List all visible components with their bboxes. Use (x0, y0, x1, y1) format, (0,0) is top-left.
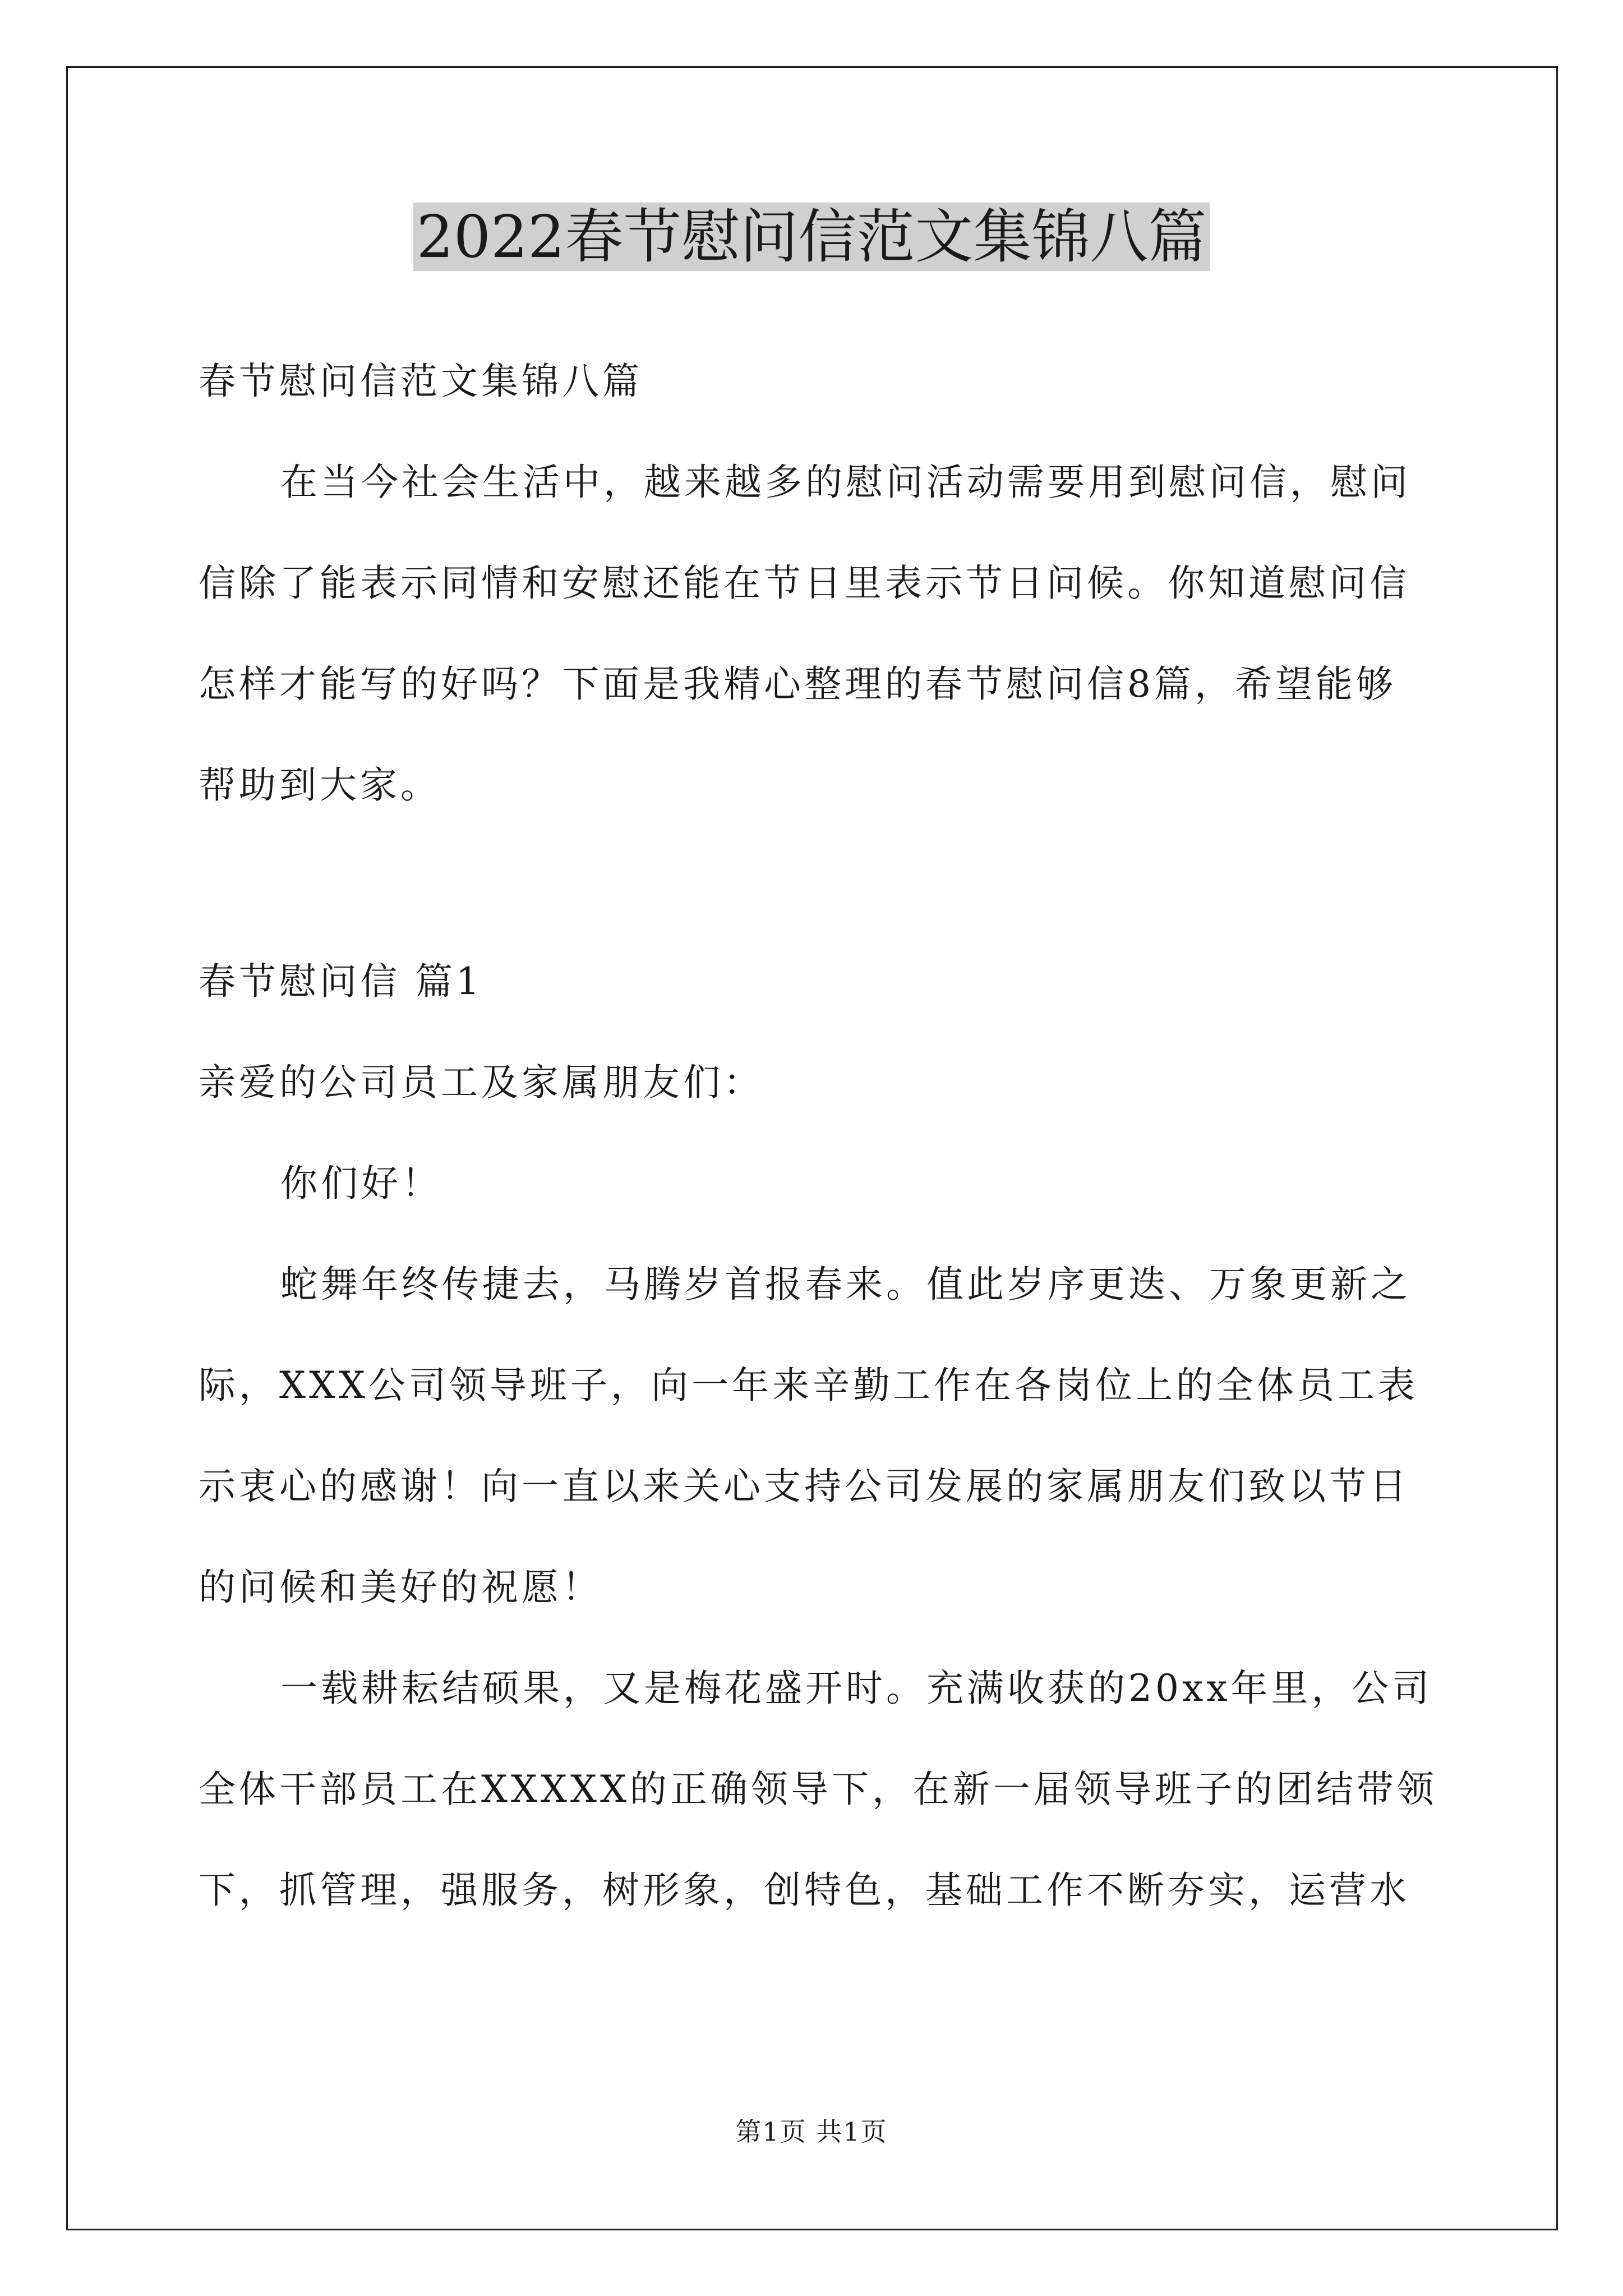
intro-line-3: 怎样才能写的好吗？下面是我精心整理的春节慰问信8篇，希望能够 (199, 662, 1396, 706)
document-subtitle: 春节慰问信范文集锦八篇 (199, 360, 643, 403)
body1-line-3: 示衷心的感谢！向一直以来关心支持公司发展的家属朋友们致以节日 (199, 1465, 1410, 1508)
document-title-text: 2022春节慰问信范文集锦八篇 (413, 203, 1210, 271)
body1-line-4: 的问候和美好的祝愿！ (199, 1566, 602, 1609)
greeting: 你们好！ (280, 1162, 442, 1205)
section-heading: 春节慰问信 篇1 (199, 960, 483, 1003)
body1-line-1: 蛇舞年终传捷去，马腾岁首报春来。值此岁序更迭、万象更新之 (280, 1263, 1411, 1306)
intro-line-1: 在当今社会生活中，越来越多的慰问活动需要用到慰问信，慰问 (280, 461, 1411, 504)
body2-line-2: 全体干部员工在XXXXX的正确领导下，在新一届领导班子的团结带领 (199, 1768, 1437, 1811)
intro-line-2: 信除了能表示同情和安慰还能在节日里表示节日问候。你知道慰问信 (199, 562, 1410, 605)
page-footer: 第1页 共1页 (735, 2116, 888, 2147)
intro-line-4: 帮助到大家。 (199, 763, 441, 807)
body1-line-2: 际，XXX公司领导班子，向一年来辛勤工作在各岗位上的全体员工表 (199, 1364, 1418, 1407)
salutation: 亲爱的公司员工及家属朋友们： (199, 1061, 764, 1104)
body2-line-1: 一载耕耘结硕果，又是梅花盛开时。充满收获的20xx年里，公司 (280, 1667, 1433, 1710)
body2-line-3: 下，抓管理，强服务，树形象，创特色，基础工作不断夯实，运营水 (199, 1869, 1410, 1912)
document-title (0, 197, 1623, 276)
